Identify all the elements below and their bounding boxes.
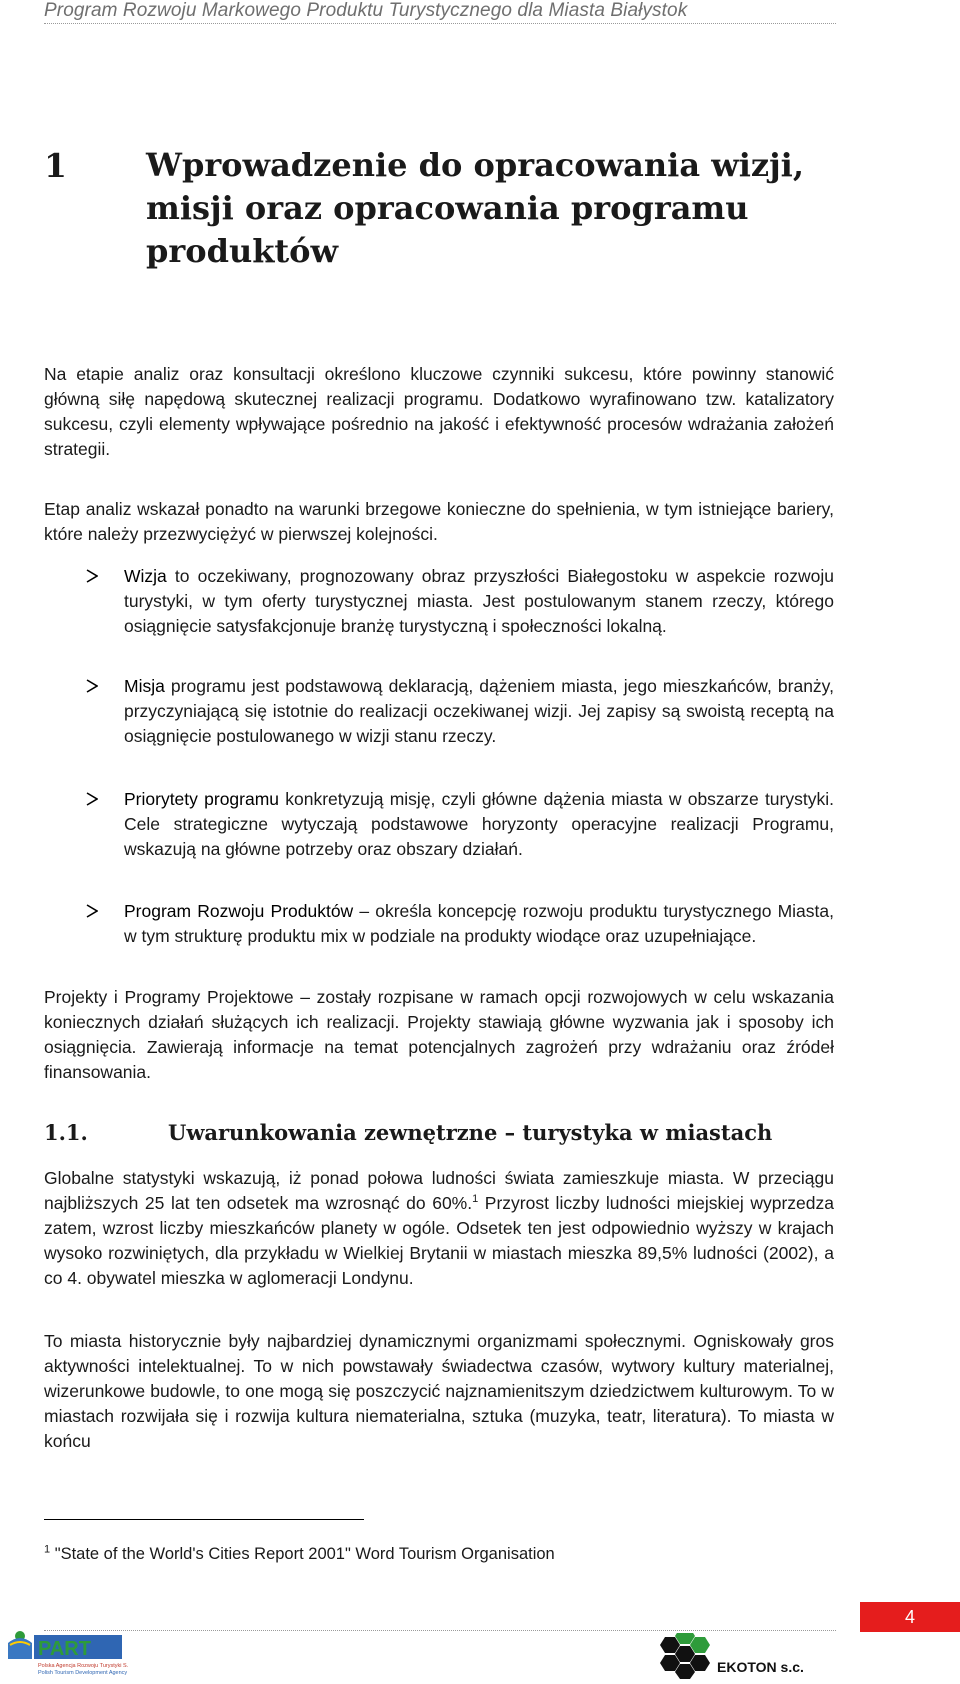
footnote	[44, 1545, 555, 1564]
page-number: 4	[860, 1602, 960, 1632]
svg-text:EKOTON s.c.: EKOTON s.c.	[717, 1659, 804, 1675]
bullet-term: Wizja	[124, 566, 167, 586]
paragraph-text: Projekty i Programy Projektowe – zostały rozpisane w ramach opcji rozwojowych w celu wskazania koniecznych działań służących ich realizacji. Projekty stawiają główne wyzwania jak i sposoby ich osiągnięcia. Zawierają informacje na temat potencjalnych zagrożeń przy wdrażaniu oraz źródeł finansowania.	[44, 987, 834, 1082]
bullet-item-wizja	[0, 564, 960, 684]
part-logo-icon	[4, 1625, 128, 1679]
paragraph-projekty	[44, 985, 834, 1085]
footnote-reference[interactable]: 1	[472, 1193, 479, 1206]
chapter-title-line: misji oraz opracowania programu	[146, 189, 749, 227]
arrow-bullet-icon	[86, 569, 98, 583]
bullet-item-program	[0, 899, 960, 989]
chapter-title-line: Wprowadzenie do opracowania wizji,	[146, 146, 804, 184]
paragraph-barriers	[44, 497, 834, 547]
svg-text:Polish Tourism Development Age: Polish Tourism Development Agency	[38, 1670, 128, 1676]
bullet-item-priorytety	[0, 787, 960, 897]
section-number: 1.1.	[44, 1120, 88, 1145]
paragraph-text: Przyrost liczby ludności miejskiej wyprzedza zatem, wzrost liczby mieszkańców planety w ogóle. Odsetek ten jest odpowiednio wyższy w krajach wysoko rozwiniętych, dla przykładu w Wielkiej Brytanii w miastach mieszka 89,5% ludności (2002), a co 4. obywatel mieszka w aglomeracji Londynu.	[44, 1193, 834, 1288]
paragraph-text: Etap analiz wskazał ponadto na warunki brzegowe konieczne do spełnienia, w tym istniejące bariery, które należy przezwyciężyć w pierwszej kolejności.	[44, 499, 834, 544]
bullet-term: Priorytety programu	[124, 789, 280, 809]
running-header: Program Rozwoju Markowego Produktu Turystycznego dla Miasta Białystok	[44, 0, 688, 21]
section-title: Uwarunkowania zewnętrzne – turystyka w miastach	[168, 1120, 773, 1145]
ekoton-logo	[655, 1633, 825, 1679]
header-divider	[44, 23, 836, 24]
footer-divider	[44, 1630, 836, 1631]
bullet-text: programu jest podstawową deklaracją, dążeniem miasta, jego mieszkańców, branży, przyczyniającą się istotnie do realizacji oczekiwanej wizji. Jej zapisy są swoistą receptą na osiągnięcie postulowanego w wizji stanu rzeczy.	[124, 676, 834, 746]
chapter-number: 1	[44, 146, 67, 185]
paragraph-miasta	[44, 1329, 834, 1454]
arrow-bullet-icon	[86, 792, 98, 806]
paragraph-text: Globalne statystyki wskazują, iż ponad połowa ludności świata zamieszkuje miasta. W przeciągu najbliższych 25 lat ten odsetek ma wzrosnąć do 60%.	[44, 1168, 834, 1213]
svg-text:Polska Agencja Rozwoju Turysty: Polska Agencja Rozwoju Turystyki S.A.	[38, 1663, 128, 1669]
chapter-title	[146, 144, 866, 273]
bullet-text: to oczekiwany, prognozowany obraz przyszłości Białegostoku w aspekcie rozwoju turystyki, w tym oferty turystycznej miasta. Jest postulowanym stanem rzeczy, którego osiągnięcie satysfakcjonuje branżę turystyczną i społeczności lokalną.	[124, 566, 834, 636]
bullet-text: konkretyzują misję, czyli główne dążenia miasta w obszarze turystyki. Cele strategiczne wytyczają podstawowe horyzonty operacyjne realizacji Programu, wskazują na główne potrzeby oraz obszary działań.	[124, 789, 834, 859]
ekoton-logo-icon	[655, 1633, 825, 1679]
arrow-bullet-icon	[86, 679, 98, 693]
footnote-mark: 1	[44, 1543, 51, 1556]
svg-text:PART: PART	[38, 1638, 91, 1660]
bullet-item-misja	[0, 674, 960, 784]
paragraph-text: To miasta historycznie były najbardziej dynamicznymi organizmami społecznymi. Ogniskowały gros aktywności intelektualnej. To w nich powstawały świadectwa czasów, wytwory kultury materialnej, wizerunkowe budowle, to one mogą się poszczycić najznamienitszym dziedzictwem kulturowym. To w miastach rozwijała się i rozwija kultura niematerialna, sztuka (muzyka, teatr, literatura). To miasta w końcu	[44, 1331, 834, 1451]
footnote-divider	[44, 1519, 364, 1520]
paragraph-intro	[44, 362, 834, 462]
part-logo	[4, 1625, 128, 1679]
bullet-term: Misja	[124, 676, 165, 696]
bullet-text: – określa koncepcję rozwoju produktu turystycznego Miasta, w tym strukturę produktu mix w podziale na produkty wiodące oraz uzupełniające.	[124, 901, 834, 946]
paragraph-statystyki	[44, 1166, 834, 1291]
chapter-title-line: produktów	[146, 232, 339, 270]
paragraph-text: Na etapie analiz oraz konsultacji określono kluczowe czynniki sukcesu, które powinny stanowić główną siłę napędową skutecznej realizacji programu. Dodatkowo wyrafinowano tzw. katalizatory sukcesu, czyli elementy wpływające pośrednio na jakość i efektywność procesów wdrażania założeń strategii.	[44, 364, 834, 459]
bullet-term: Program Rozwoju Produktów	[124, 901, 354, 921]
arrow-bullet-icon	[86, 904, 98, 918]
footnote-text: "State of the World's Cities Report 2001" Word Tourism Organisation	[50, 1545, 555, 1563]
